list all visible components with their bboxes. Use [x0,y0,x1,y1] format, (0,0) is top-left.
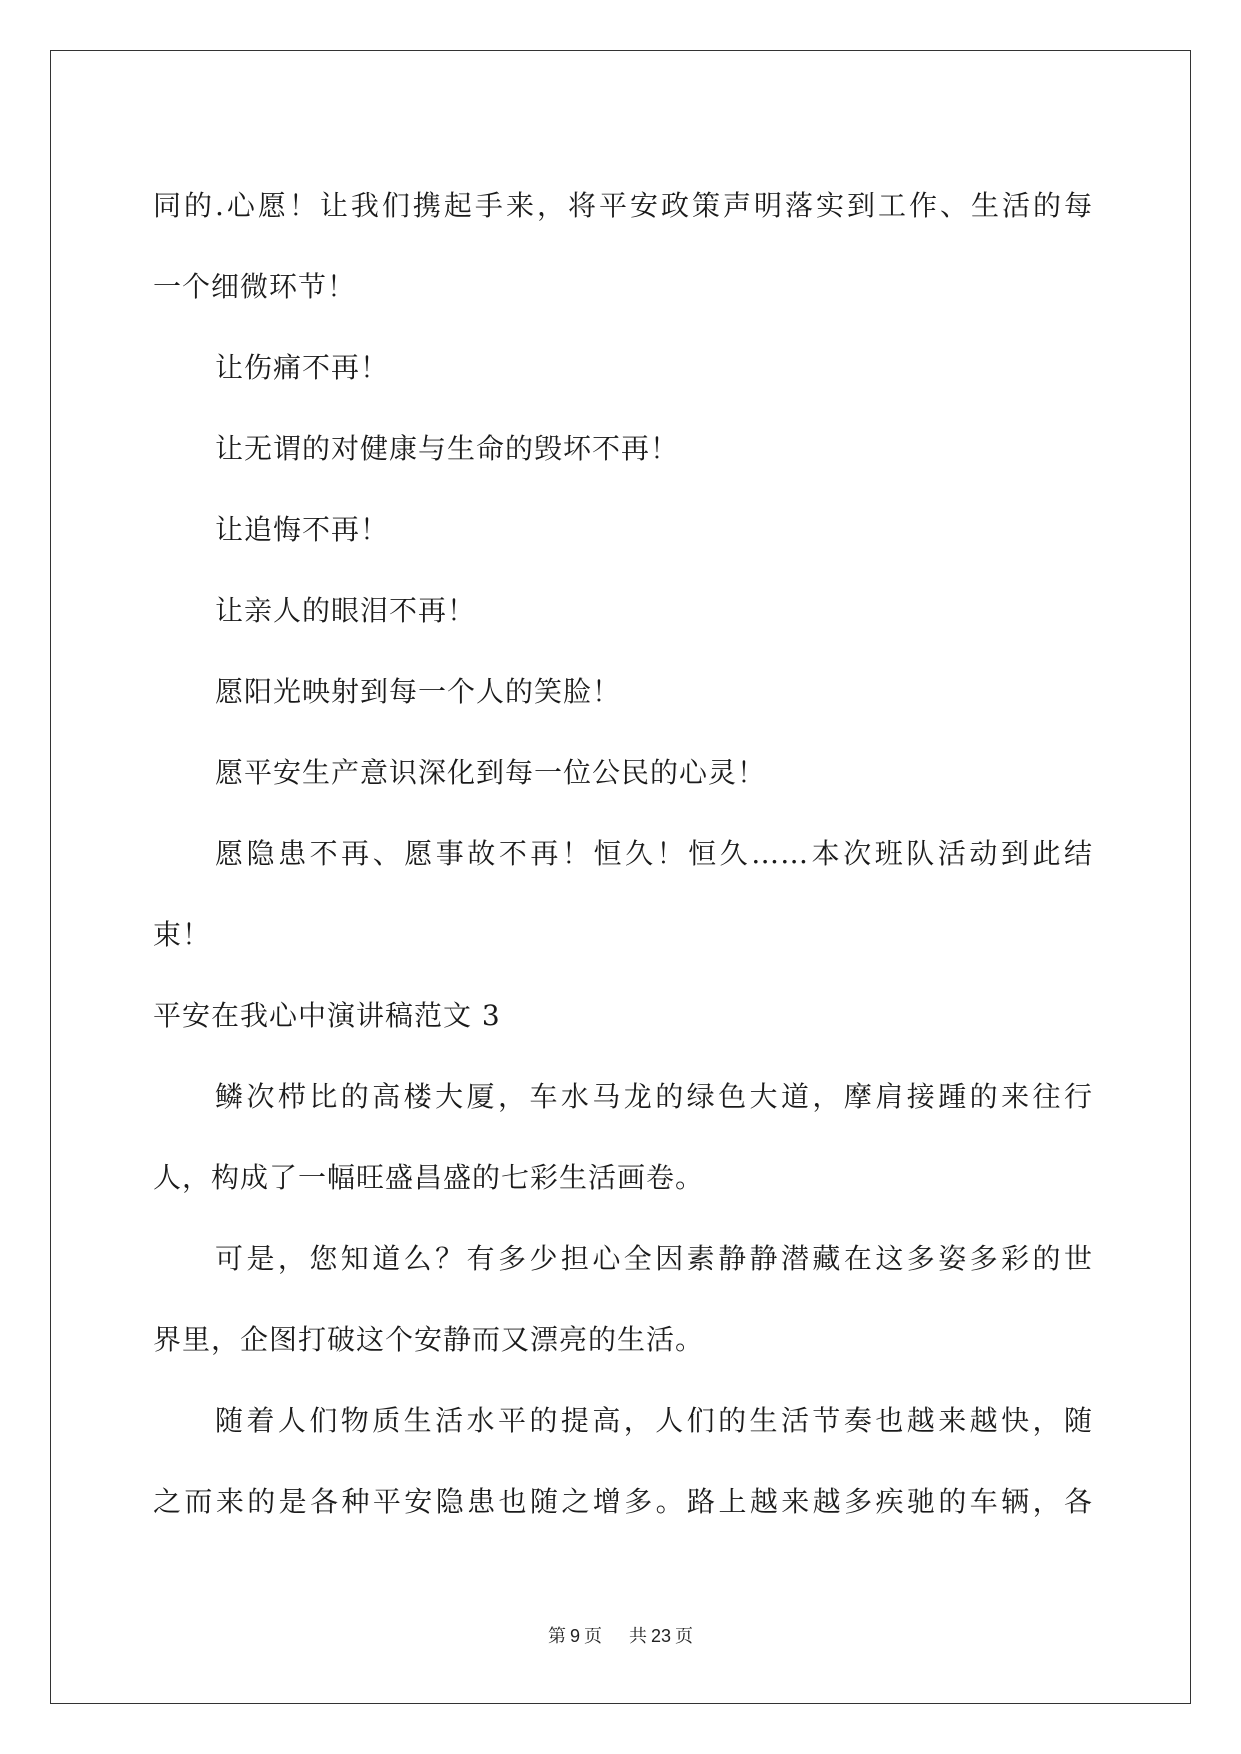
text-line: 愿平安生产意识深化到每一位公民的心灵！ [215,756,767,789]
text-line: 愿隐患不再、愿事故不再！恒久！恒久……本次班队活动到此结 [215,837,1093,870]
text-line: 愿阳光映射到每一个人的笑脸！ [215,675,622,708]
footer-total-suffix: 页 [674,1626,693,1647]
document-body [153,165,1093,1542]
text-line: 人，构成了一幅旺盛昌盛的七彩生活画卷。 [153,1161,705,1194]
text-line: 同的.心愿！让我们携起手来，将平安政策声明落实到工作、生活的每 [153,189,1093,222]
text-line: 随着人们物质生活水平的提高，人们的生活节奏也越来越快，随 [215,1404,1093,1437]
page-footer [0,1622,1241,1648]
footer-page-prefix: 第 [548,1626,567,1647]
text-line: 之而来的是各种平安隐患也随之增多。路上越来越多疾驰的车辆，各 [153,1485,1093,1518]
footer-page-number: 9 [570,1626,581,1646]
text-line: 一个细微环节！ [153,270,357,303]
text-line: 平安在我心中演讲稿范文 3 [153,999,501,1032]
footer-total-prefix: 共 [628,1626,647,1647]
text-line: 让伤痛不再！ [215,351,390,384]
text-line: 让追悔不再！ [215,513,390,546]
text-line: 让亲人的眼泪不再！ [215,594,477,627]
text-line: 让无谓的对健康与生命的毁坏不再！ [215,432,680,465]
text-line: 界里，企图打破这个安静而又漂亮的生活。 [153,1323,705,1356]
footer-total-pages: 23 [650,1626,671,1646]
text-line: 束！ [153,918,212,951]
footer-page-suffix: 页 [584,1626,603,1647]
text-line: 可是，您知道么？有多少担心全因素静静潜藏在这多姿多彩的世 [215,1242,1093,1275]
text-line: 鳞次栉比的高楼大厦，车水马龙的绿色大道，摩肩接踵的来往行 [215,1080,1093,1113]
